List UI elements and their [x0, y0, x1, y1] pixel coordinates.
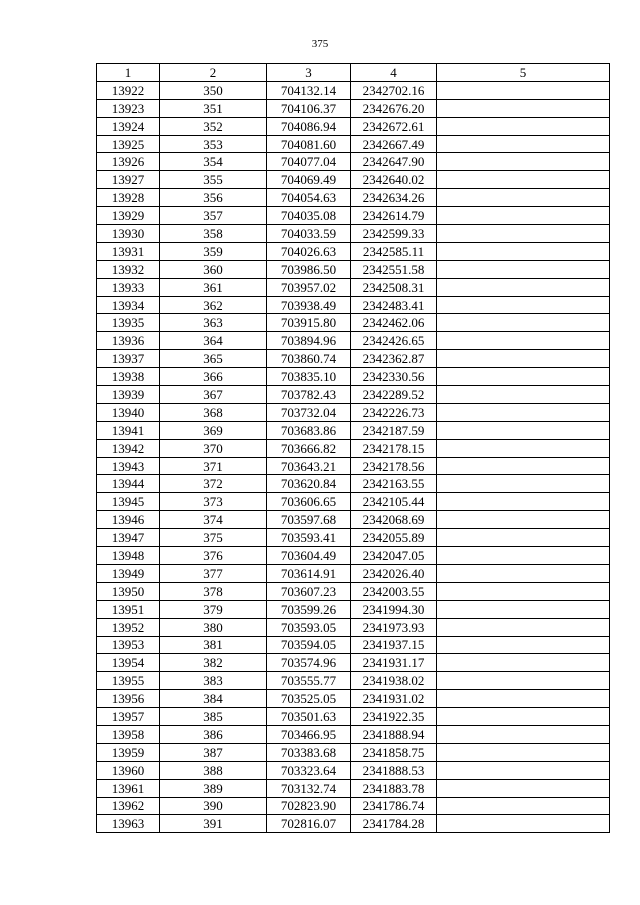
table-cell: 355 [160, 171, 267, 189]
table-cell: 2342426.65 [351, 332, 437, 350]
table-cell: 380 [160, 618, 267, 636]
table-cell: 2342047.05 [351, 547, 437, 565]
table-cell: 703574.96 [267, 654, 351, 672]
table-cell: 13927 [97, 171, 160, 189]
table-cell: 351 [160, 99, 267, 117]
table-row [97, 690, 610, 708]
table-row [97, 81, 610, 99]
table-cell [437, 654, 610, 672]
table-cell [437, 225, 610, 243]
table-cell: 13922 [97, 81, 160, 99]
table-cell: 2342055.89 [351, 529, 437, 547]
table-cell: 373 [160, 493, 267, 511]
table-cell: 13926 [97, 153, 160, 171]
table-cell: 13939 [97, 386, 160, 404]
table-cell: 2341786.74 [351, 797, 437, 815]
table-cell: 2342289.52 [351, 386, 437, 404]
table-cell: 703938.49 [267, 296, 351, 314]
table-cell: 378 [160, 582, 267, 600]
table-cell [437, 672, 610, 690]
table-cell: 13938 [97, 368, 160, 386]
table-cell: 2342508.31 [351, 278, 437, 296]
table-cell: 362 [160, 296, 267, 314]
table-cell: 364 [160, 332, 267, 350]
table-cell: 13956 [97, 690, 160, 708]
table-cell: 353 [160, 135, 267, 153]
table-row [97, 547, 610, 565]
table-cell: 703597.68 [267, 511, 351, 529]
table-cell [437, 99, 610, 117]
table-cell: 703835.10 [267, 368, 351, 386]
table-cell [437, 171, 610, 189]
table-cell [437, 135, 610, 153]
table-cell: 13932 [97, 260, 160, 278]
table-cell: 704106.37 [267, 99, 351, 117]
table-row [97, 403, 610, 421]
table-cell [437, 260, 610, 278]
table-cell: 703501.63 [267, 708, 351, 726]
table-cell: 13925 [97, 135, 160, 153]
table-cell: 371 [160, 457, 267, 475]
table-cell [437, 815, 610, 833]
table-cell: 354 [160, 153, 267, 171]
table-cell: 13951 [97, 600, 160, 618]
table-cell [437, 547, 610, 565]
table-cell: 381 [160, 636, 267, 654]
table-cell: 385 [160, 708, 267, 726]
table-cell: 374 [160, 511, 267, 529]
table-row [97, 207, 610, 225]
table-cell: 2342585.11 [351, 242, 437, 260]
table-cell: 13948 [97, 547, 160, 565]
table-cell [437, 81, 610, 99]
table-cell: 703525.05 [267, 690, 351, 708]
table-cell: 703466.95 [267, 725, 351, 743]
table-row [97, 743, 610, 761]
table-row [97, 421, 610, 439]
table-cell: 703604.49 [267, 547, 351, 565]
table-cell: 703894.96 [267, 332, 351, 350]
table-row [97, 654, 610, 672]
table-cell: 2342614.79 [351, 207, 437, 225]
table-cell: 2341888.53 [351, 761, 437, 779]
table-cell: 703620.84 [267, 475, 351, 493]
table-cell: 13947 [97, 529, 160, 547]
table-cell: 384 [160, 690, 267, 708]
table-row [97, 225, 610, 243]
table-cell: 13952 [97, 618, 160, 636]
table-cell: 13960 [97, 761, 160, 779]
table-header-row [97, 64, 610, 82]
table-cell: 703594.05 [267, 636, 351, 654]
table-row [97, 708, 610, 726]
table-cell: 704069.49 [267, 171, 351, 189]
table-cell: 13930 [97, 225, 160, 243]
table-cell: 2341888.94 [351, 725, 437, 743]
column-header: 1 [97, 64, 160, 82]
table-cell: 704132.14 [267, 81, 351, 99]
table-cell [437, 797, 610, 815]
table-cell: 387 [160, 743, 267, 761]
table-cell: 702816.07 [267, 815, 351, 833]
table-cell: 2342634.26 [351, 189, 437, 207]
table-cell: 704081.60 [267, 135, 351, 153]
table-cell: 703986.50 [267, 260, 351, 278]
table-cell: 369 [160, 421, 267, 439]
table-cell [437, 153, 610, 171]
table-cell [437, 350, 610, 368]
table-cell [437, 278, 610, 296]
table-cell: 703606.65 [267, 493, 351, 511]
table-cell: 2341931.17 [351, 654, 437, 672]
table-row [97, 99, 610, 117]
table-cell: 367 [160, 386, 267, 404]
table-cell: 2341973.93 [351, 618, 437, 636]
table-cell: 377 [160, 564, 267, 582]
table-cell: 704077.04 [267, 153, 351, 171]
table-cell [437, 403, 610, 421]
table-row [97, 171, 610, 189]
table-cell: 2342226.73 [351, 403, 437, 421]
table-cell: 2342003.55 [351, 582, 437, 600]
table-cell: 2342667.49 [351, 135, 437, 153]
table-row [97, 600, 610, 618]
table-cell: 2342551.58 [351, 260, 437, 278]
table-row [97, 493, 610, 511]
table-cell [437, 529, 610, 547]
table-cell: 13940 [97, 403, 160, 421]
table-cell [437, 368, 610, 386]
table-cell [437, 564, 610, 582]
table-cell: 390 [160, 797, 267, 815]
table-cell: 2342483.41 [351, 296, 437, 314]
table-cell: 13934 [97, 296, 160, 314]
table-cell: 2341938.02 [351, 672, 437, 690]
table-cell [437, 207, 610, 225]
table-cell: 2342026.40 [351, 564, 437, 582]
table-cell: 13957 [97, 708, 160, 726]
table-row [97, 386, 610, 404]
table-cell: 703132.74 [267, 779, 351, 797]
table-cell: 359 [160, 242, 267, 260]
table-cell: 350 [160, 81, 267, 99]
table-cell: 388 [160, 761, 267, 779]
table-cell [437, 421, 610, 439]
table-row [97, 582, 610, 600]
table-cell: 702823.90 [267, 797, 351, 815]
table-cell: 704035.08 [267, 207, 351, 225]
column-header: 5 [437, 64, 610, 82]
table-cell: 375 [160, 529, 267, 547]
table-cell: 2342178.15 [351, 439, 437, 457]
table-cell: 13944 [97, 475, 160, 493]
table-row [97, 475, 610, 493]
table-row [97, 153, 610, 171]
table-row [97, 636, 610, 654]
table-row [97, 761, 610, 779]
table-cell: 703593.05 [267, 618, 351, 636]
table-row [97, 618, 610, 636]
table-cell: 13928 [97, 189, 160, 207]
table-cell: 703323.64 [267, 761, 351, 779]
table-cell [437, 779, 610, 797]
table-cell: 363 [160, 314, 267, 332]
table-cell: 368 [160, 403, 267, 421]
table-cell: 2341784.28 [351, 815, 437, 833]
table-cell: 2342676.20 [351, 99, 437, 117]
table-cell: 2341858.75 [351, 743, 437, 761]
table-cell: 13945 [97, 493, 160, 511]
table-cell: 358 [160, 225, 267, 243]
table-cell [437, 242, 610, 260]
table-cell [437, 690, 610, 708]
table-cell: 703607.23 [267, 582, 351, 600]
table-cell: 13923 [97, 99, 160, 117]
table-row [97, 296, 610, 314]
table-cell: 361 [160, 278, 267, 296]
table-row [97, 368, 610, 386]
table-cell: 703555.77 [267, 672, 351, 690]
table-cell: 2342702.16 [351, 81, 437, 99]
table-cell: 703732.04 [267, 403, 351, 421]
table-cell: 13946 [97, 511, 160, 529]
table-cell [437, 296, 610, 314]
table-cell: 365 [160, 350, 267, 368]
table-cell: 2341883.78 [351, 779, 437, 797]
table-cell: 703593.41 [267, 529, 351, 547]
table-cell: 13935 [97, 314, 160, 332]
table-cell: 2342362.87 [351, 350, 437, 368]
table-cell: 13937 [97, 350, 160, 368]
table-cell: 2342068.69 [351, 511, 437, 529]
table-cell: 2341994.30 [351, 600, 437, 618]
table-cell: 2342178.56 [351, 457, 437, 475]
table-row [97, 278, 610, 296]
table-cell: 13959 [97, 743, 160, 761]
table-cell [437, 582, 610, 600]
table-cell: 703915.80 [267, 314, 351, 332]
table-cell: 13963 [97, 815, 160, 833]
table-cell: 2342462.06 [351, 314, 437, 332]
table-cell: 703643.21 [267, 457, 351, 475]
table-row [97, 350, 610, 368]
table-cell [437, 743, 610, 761]
table-cell [437, 189, 610, 207]
table-row [97, 815, 610, 833]
table-cell: 391 [160, 815, 267, 833]
table-cell: 13950 [97, 582, 160, 600]
table-cell: 2341931.02 [351, 690, 437, 708]
table-cell: 360 [160, 260, 267, 278]
table-row [97, 779, 610, 797]
table-cell: 366 [160, 368, 267, 386]
table-cell [437, 511, 610, 529]
table-cell: 13949 [97, 564, 160, 582]
table-cell: 352 [160, 117, 267, 135]
table-cell: 704086.94 [267, 117, 351, 135]
table-cell: 13931 [97, 242, 160, 260]
table-cell: 13942 [97, 439, 160, 457]
table-cell: 2342330.56 [351, 368, 437, 386]
table-row [97, 797, 610, 815]
table-row [97, 725, 610, 743]
table-cell: 13961 [97, 779, 160, 797]
table-cell: 370 [160, 439, 267, 457]
table-cell: 379 [160, 600, 267, 618]
table-row [97, 189, 610, 207]
table-row [97, 260, 610, 278]
table-cell: 703599.26 [267, 600, 351, 618]
table-cell [437, 332, 610, 350]
table-cell: 13941 [97, 421, 160, 439]
table-cell: 357 [160, 207, 267, 225]
table-row [97, 439, 610, 457]
table-cell: 13929 [97, 207, 160, 225]
table-cell: 376 [160, 547, 267, 565]
table-cell [437, 493, 610, 511]
table-cell: 2342163.55 [351, 475, 437, 493]
table-cell: 2342647.90 [351, 153, 437, 171]
table-cell: 704054.63 [267, 189, 351, 207]
table-cell: 703383.68 [267, 743, 351, 761]
table-cell: 704033.59 [267, 225, 351, 243]
table-row [97, 564, 610, 582]
table-row [97, 457, 610, 475]
table-cell: 703957.02 [267, 278, 351, 296]
column-header: 4 [351, 64, 437, 82]
table-cell: 703782.43 [267, 386, 351, 404]
table-row [97, 672, 610, 690]
table-cell: 13954 [97, 654, 160, 672]
table-cell: 2342672.61 [351, 117, 437, 135]
table-cell: 386 [160, 725, 267, 743]
table-cell: 389 [160, 779, 267, 797]
table-cell: 2341937.15 [351, 636, 437, 654]
table-cell [437, 725, 610, 743]
coordinates-table [96, 63, 610, 833]
table-cell [437, 708, 610, 726]
column-header: 2 [160, 64, 267, 82]
table-cell: 703614.91 [267, 564, 351, 582]
table-cell [437, 386, 610, 404]
table-cell: 704026.63 [267, 242, 351, 260]
table-cell [437, 636, 610, 654]
table-row [97, 332, 610, 350]
table-body [97, 81, 610, 832]
table-cell: 2342640.02 [351, 171, 437, 189]
table-row [97, 314, 610, 332]
table-cell [437, 600, 610, 618]
table-cell [437, 618, 610, 636]
column-header: 3 [267, 64, 351, 82]
table-cell: 13933 [97, 278, 160, 296]
table-row [97, 135, 610, 153]
table-cell: 356 [160, 189, 267, 207]
table-row [97, 511, 610, 529]
table-row [97, 117, 610, 135]
table-cell: 382 [160, 654, 267, 672]
table-row [97, 529, 610, 547]
table-cell: 703683.86 [267, 421, 351, 439]
table-cell: 703860.74 [267, 350, 351, 368]
table-cell: 13936 [97, 332, 160, 350]
table-cell [437, 117, 610, 135]
table-cell [437, 475, 610, 493]
table-cell: 2342599.33 [351, 225, 437, 243]
table-cell [437, 314, 610, 332]
table-cell [437, 457, 610, 475]
table-cell [437, 761, 610, 779]
table-row [97, 242, 610, 260]
table-cell: 372 [160, 475, 267, 493]
table-cell: 13943 [97, 457, 160, 475]
table-cell: 2341922.35 [351, 708, 437, 726]
table-cell: 13953 [97, 636, 160, 654]
table-cell [437, 439, 610, 457]
page-number: 375 [311, 38, 329, 50]
table-cell: 703666.82 [267, 439, 351, 457]
table-cell: 2342187.59 [351, 421, 437, 439]
table-cell: 13955 [97, 672, 160, 690]
table-cell: 2342105.44 [351, 493, 437, 511]
table-cell: 13958 [97, 725, 160, 743]
table-cell: 13924 [97, 117, 160, 135]
table-cell: 383 [160, 672, 267, 690]
table-cell: 13962 [97, 797, 160, 815]
